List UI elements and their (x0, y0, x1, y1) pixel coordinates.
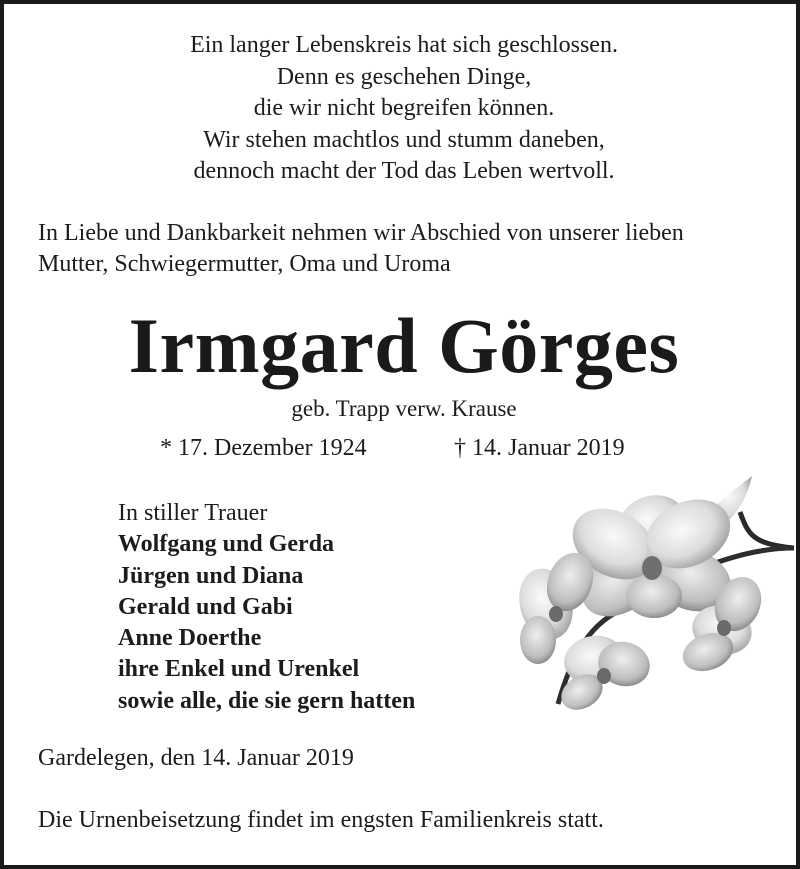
poem-line: Denn es geschehen Dinge, (276, 63, 532, 90)
intro-line: Mutter, Schwiegermutter, Oma und Uroma (38, 251, 451, 277)
orchid-image (512, 464, 798, 724)
mourner-name: sowie alle, die sie gern hatten (118, 687, 416, 714)
birth-date: * 17. Dezember 1924 (160, 435, 367, 461)
deceased-name: Irmgard Görges (128, 302, 680, 389)
farewell-intro (38, 218, 778, 280)
mourner-name: Gerald und Gabi (118, 593, 293, 620)
poem-line: dennoch macht der Tod das Leben wertvoll. (193, 158, 615, 184)
intro-line: In Liebe und Dankbarkeit nehmen wir Abschied von unserer lieben (38, 220, 684, 246)
death-date: † 14. Januar 2019 (454, 435, 625, 461)
mourner-name: ihre Enkel und Urenkel (118, 656, 360, 683)
birth-name: geb. Trapp verw. Krause (291, 396, 517, 421)
burial-note: Die Urnenbeisetzung findet im engsten Familienkreis statt. (38, 807, 604, 833)
poem-line: Ein langer Lebenskreis hat sich geschlossen. (190, 32, 618, 58)
mourners-heading: In stiller Trauer (118, 500, 268, 526)
place-and-date: Gardelegen, den 14. Januar 2019 (38, 745, 354, 771)
mourner-name: Wolfgang und Gerda (118, 531, 335, 558)
poem-line: die wir nicht begreifen können. (253, 95, 555, 121)
mourner-name: Anne Doerthe (118, 625, 262, 652)
poem-line: Wir stehen machtlos und stumm daneben, (203, 126, 605, 153)
mourners-list (118, 498, 538, 717)
poem (4, 30, 800, 188)
mourner-name: Jürgen und Diana (118, 562, 304, 589)
